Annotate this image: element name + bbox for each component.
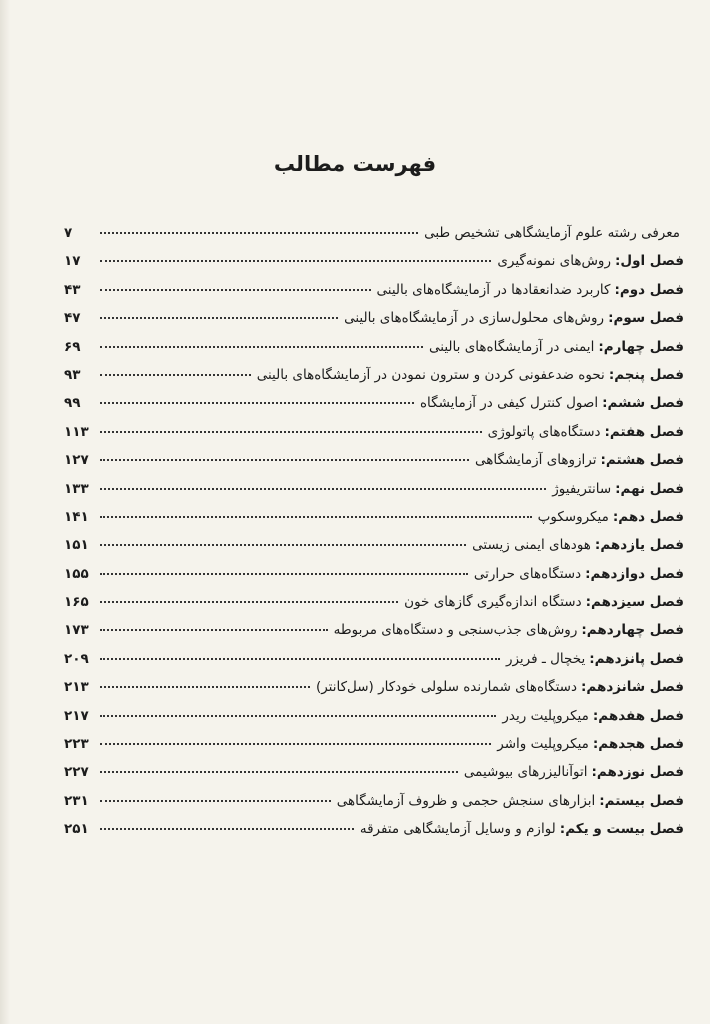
chapter-label: فصل بیست و یکم: — [559, 821, 684, 838]
chapter-title: دستگاه‌های شمارنده سلولی خودکار (سل‌کانتر) — [315, 679, 578, 696]
dot-leader — [100, 232, 418, 234]
dot-leader — [100, 686, 310, 688]
toc-entry — [64, 734, 684, 762]
chapter-title: روش‌های جذب‌سنجی و دستگاه‌های مربوطه — [333, 622, 578, 639]
dot-leader — [100, 800, 331, 802]
chapter-label: فصل بیستم: — [599, 792, 684, 809]
toc-entry — [64, 819, 684, 847]
chapter-title: سانتریفیوژ — [552, 480, 612, 497]
dot-leader — [100, 516, 532, 518]
chapter-label: فصل نهم: — [615, 480, 684, 497]
toc-entry — [64, 791, 684, 819]
dot-leader — [100, 260, 491, 262]
page-number: ۲۲۳ — [64, 736, 89, 753]
page-number: ۷ — [64, 225, 73, 241]
chapter-label: فصل شانزدهم: — [581, 679, 684, 696]
chapter-label: فصل هجدهم: — [592, 736, 684, 753]
page-number: ۲۱۷ — [64, 707, 89, 724]
dot-leader — [100, 317, 338, 319]
dot-leader — [100, 601, 398, 603]
dot-leader — [100, 488, 546, 490]
toc-entry — [64, 649, 684, 677]
dot-leader — [100, 346, 423, 348]
page-number: ۱۵۱ — [64, 537, 89, 554]
chapter-title: اتوآنالیزرهای بیوشیمی — [463, 764, 588, 781]
page-number: ۱۷۳ — [64, 622, 89, 639]
chapter-title: دستگاه اندازه‌گیری گازهای خون — [404, 594, 582, 611]
chapter-title: ایمنی در آزمایشگاه‌های بالینی — [429, 338, 595, 355]
chapter-title: دستگاه‌های پاتولوژی — [487, 423, 601, 440]
page-number: ۱۴۱ — [64, 508, 89, 525]
chapter-title: روش‌های نمونه‌گیری — [497, 253, 611, 270]
toc-entry — [64, 479, 684, 507]
page-number: ۱۶۵ — [64, 594, 89, 611]
dot-leader — [100, 658, 500, 660]
toc-entry — [64, 592, 684, 620]
chapter-label: فصل سیزدهم: — [585, 594, 684, 611]
chapter-label: فصل سوم: — [608, 310, 684, 327]
page-number: ۱۳۳ — [64, 480, 89, 497]
dot-leader — [100, 771, 458, 773]
toc-entry — [64, 393, 684, 421]
chapter-label: فصل هفدهم: — [592, 707, 684, 724]
dot-leader — [100, 544, 466, 546]
toc-entry — [64, 422, 684, 450]
chapter-title: ترازوهای آزمایشگاهی — [475, 452, 597, 469]
toc-entry — [64, 507, 684, 535]
chapter-label: فصل اول: — [614, 253, 684, 270]
chapter-title: دستگاه‌های حرارتی — [473, 565, 582, 582]
chapter-title: یخچال ـ فریزر — [505, 650, 586, 667]
page-number: ۲۵۱ — [64, 821, 89, 838]
dot-leader — [100, 459, 469, 461]
chapter-label: فصل هشتم: — [600, 452, 684, 469]
chapter-title: نحوه ضدعفونی کردن و سترون نمودن در آزمایشگاه‌های بالینی — [256, 366, 605, 383]
toc-entry — [64, 535, 684, 563]
chapter-title: معرفی رشته علوم آزمایشگاهی تشخیص طبی — [424, 225, 680, 241]
chapter-label: فصل چهارم: — [598, 338, 684, 355]
chapter-title: هودهای ایمنی زیستی — [472, 537, 591, 554]
dot-leader — [100, 715, 496, 717]
toc-entry — [64, 280, 684, 308]
page-number: ۲۱۳ — [64, 679, 89, 696]
chapter-title: میکروسکوپ — [537, 508, 609, 525]
chapter-title: ابزارهای سنجش حجمی و ظروف آزمایشگاهی — [336, 792, 596, 809]
page-number: ۱۵۵ — [64, 565, 89, 582]
toc-entry — [64, 450, 684, 478]
chapter-label: فصل یازدهم: — [594, 537, 684, 554]
chapter-label: فصل دهم: — [612, 508, 684, 525]
toc-entry — [64, 564, 684, 592]
dot-leader — [100, 402, 414, 404]
toc-entry — [64, 337, 684, 365]
chapter-label: فصل دوم: — [614, 281, 684, 298]
table-of-contents — [64, 223, 684, 848]
chapter-title: میکروپلیت ریدر — [502, 707, 589, 724]
page-number: ۹۹ — [64, 395, 81, 412]
chapter-label: فصل نوزدهم: — [591, 764, 684, 781]
toc-entry — [64, 251, 684, 279]
chapter-label: فصل پانزدهم: — [589, 650, 684, 667]
dot-leader — [100, 573, 468, 575]
chapter-label: فصل دوازدهم: — [585, 565, 684, 582]
toc-entry — [64, 308, 684, 336]
page-number: ۲۳۱ — [64, 792, 89, 809]
toc-entry — [64, 706, 684, 734]
page-number: ۱۲۷ — [64, 452, 89, 469]
page-number: ۱۷ — [64, 253, 81, 270]
toc-entry — [64, 365, 684, 393]
chapter-title: روش‌های محلول‌سازی در آزمایشگاه‌های بالینی — [344, 310, 605, 327]
chapter-title: لوازم و وسایل آزمایشگاهی متفرقه — [359, 821, 556, 838]
page-title: فهرست مطالب — [273, 152, 437, 176]
chapter-title: میکروپلیت واشر — [497, 736, 589, 753]
chapter-label: فصل چهاردهم: — [581, 622, 684, 639]
page-number: ۲۰۹ — [64, 650, 89, 667]
page-number: ۴۳ — [64, 281, 81, 298]
page-number: ۹۳ — [64, 366, 81, 383]
page-number: ۴۷ — [64, 310, 81, 327]
dot-leader — [100, 828, 354, 830]
chapter-label: فصل ششم: — [602, 395, 684, 412]
chapter-title: اصول کنترل کیفی در آزمایشگاه — [419, 395, 599, 412]
chapter-title: کاربرد ضدانعقادها در آزمایشگاه‌های بالینی — [376, 281, 611, 298]
dot-leader — [100, 629, 328, 631]
dot-leader — [100, 431, 482, 433]
dot-leader — [100, 289, 371, 291]
toc-entry — [64, 223, 684, 251]
dot-leader — [100, 743, 491, 745]
toc-entry — [64, 620, 684, 648]
toc-entry — [64, 677, 684, 705]
page-number: ۱۱۳ — [64, 423, 89, 440]
chapter-label: فصل پنجم: — [608, 366, 684, 383]
toc-entry — [64, 762, 684, 790]
page-number: ۶۹ — [64, 338, 81, 355]
chapter-label: فصل هفتم: — [604, 423, 684, 440]
dot-leader — [100, 374, 251, 376]
page-number: ۲۲۷ — [64, 764, 89, 781]
